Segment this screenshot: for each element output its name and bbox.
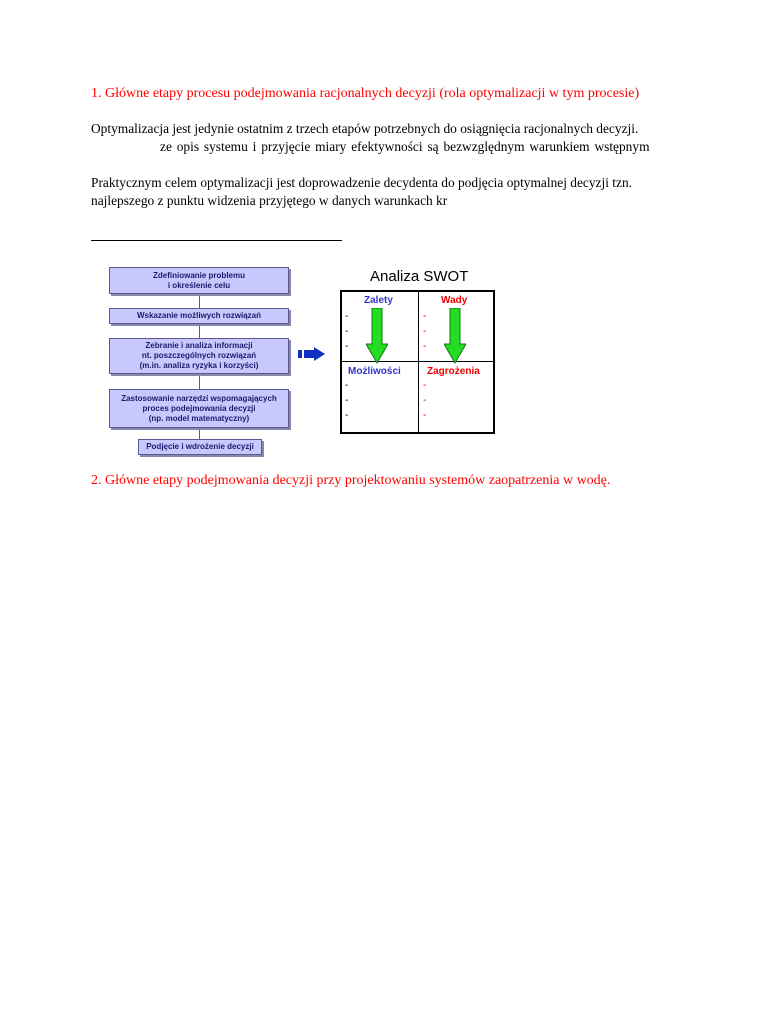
swot-opportunities-list: - - - bbox=[345, 380, 349, 421]
paragraph-practical-goal bbox=[91, 174, 677, 210]
footnote-divider bbox=[91, 240, 342, 241]
paragraph-optimization-stage bbox=[91, 120, 677, 156]
section1-heading: 1. Główne etapy procesu podejmowania racjonalnych decyzji (rola optymalizacji w tym procesie) bbox=[91, 86, 640, 101]
swot-title: Analiza SWOT bbox=[370, 268, 469, 285]
swot-vertical-divider bbox=[418, 292, 419, 432]
paragraph1-line1: Optymalizacja jest jedynie ostatnim z trzech etapów potrzebnych do osiągnięcia racjonalnych decyzji. bbox=[91, 121, 639, 136]
flow-step-apply-tools: Zastosowanie narzędzi wspomagających proces podejmowania decyzji (np. model matematyczny) bbox=[109, 389, 289, 428]
swot-threats-list: - - - bbox=[423, 380, 427, 421]
flow-step-analyze-information: Zebranie i analiza informacji nt. poszczególnych rozwiązań (m.in. analiza ryzyka i korzyści) bbox=[109, 338, 289, 374]
swot-threats-label: Zagrożenia bbox=[427, 366, 480, 377]
swot-opportunities-label: Możliwości bbox=[348, 366, 401, 377]
flow-step-make-decision: Podjęcie i wdrożenie decyzji bbox=[138, 439, 262, 455]
paragraph2-line2: najlepszego z punktu widzenia przyjętego w danych warunkach kr bbox=[91, 193, 448, 208]
paragraph1-line2: ze opis systemu i przyjęcie miary efektywności są bezwzględnym warunkiem wstępnym bbox=[160, 139, 650, 154]
section2-heading: 2. Główne etapy podejmowania decyzji przy projektowaniu systemów zaopatrzenia w wodę. bbox=[91, 473, 611, 488]
swot-strengths-label: Zalety bbox=[364, 295, 393, 306]
flow-step-identify-solutions: Wskazanie możliwych rozwiązań bbox=[109, 308, 289, 324]
swot-horizontal-divider bbox=[342, 361, 493, 362]
flow-step-define-problem: Zdefiniowanie problemu i określenie celu bbox=[109, 267, 289, 294]
paragraph2-line1: Praktycznym celem optymalizacji jest doprowadzenie decydenta do podjęcia optymalnej decyzji tzn. bbox=[91, 175, 632, 190]
swot-grid bbox=[340, 290, 495, 434]
swot-weaknesses-list: - - - bbox=[423, 311, 427, 352]
swot-weaknesses-label: Wady bbox=[441, 295, 468, 306]
arrow-right-icon bbox=[297, 346, 327, 362]
arrow-down-icon bbox=[366, 308, 388, 364]
swot-strengths-list: - - - bbox=[345, 311, 349, 352]
arrow-down-icon bbox=[444, 308, 466, 364]
